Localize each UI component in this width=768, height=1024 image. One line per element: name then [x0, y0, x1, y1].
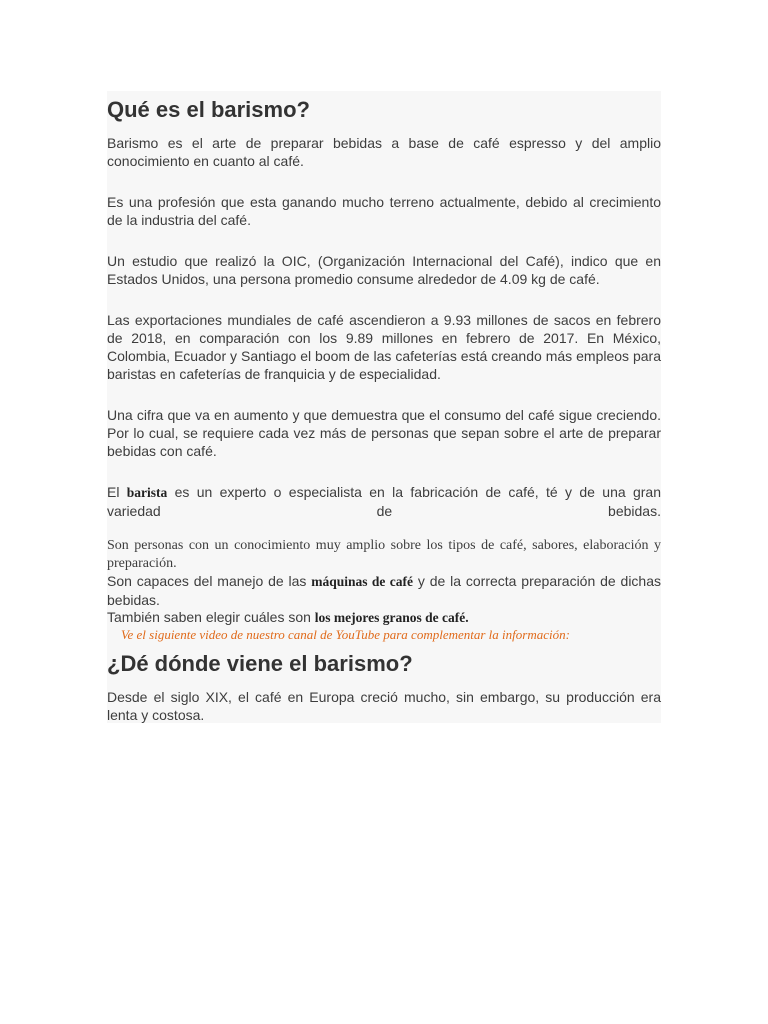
paragraph-history: Desde el siglo XIX, el café en Europa creció mucho, sin embargo, su producción era lenta y costosa.	[107, 689, 661, 723]
barista-term: barista	[126, 485, 168, 500]
paragraph-machines	[107, 572, 661, 609]
paragraph-beans-pre: También saben elegir cuáles son	[107, 609, 315, 625]
paragraph-machines-pre: Son capaces del manejo de las	[107, 573, 312, 589]
paragraph-growth: Una cifra que va en aumento y que demuestra que el consumo del café sigue creciendo. Por lo cual, se requiere cada vez más de personas que sepan sobre el arte de preparar bebidas con café.	[107, 407, 661, 459]
paragraph-definition: Barismo es el arte de preparar bebidas a base de café espresso y del amplio conocimiento en cuanto al café.	[107, 135, 661, 169]
paragraph-machines-post: y de la correcta preparación de dichas bebidas.	[107, 573, 662, 608]
article-content	[107, 91, 661, 723]
section-heading-origen: ¿Dé dónde viene el barismo?	[107, 651, 413, 676]
section-heading-que-es: Qué es el barismo?	[107, 97, 310, 122]
youtube-video-note: Ve el siguiente video de nuestro canal de YouTube para complementar la información:	[121, 627, 570, 642]
paragraph-knowledge: Son personas con un conocimiento muy amplio sobre los tipos de café, sabores, elaboración y preparación.	[107, 538, 661, 571]
paragraph-beans	[107, 608, 661, 627]
machines-term: máquinas de café	[311, 574, 413, 589]
paragraph-exports: Las exportaciones mundiales de café ascendieron a 9.93 millones de sacos en febrero de 2018, en comparación con los 9.89 millones en febrero de 2017. En México, Colombia, Ecuador y Santiago el boom de las cafeterías está creando más empleos para baristas en cafeterías de franquicia y de especialidad.	[107, 312, 661, 382]
paragraph-barista-pre: El	[107, 484, 127, 500]
paragraph-profession: Es una profesión que esta ganando mucho terreno actualmente, debido al crecimiento de la industria del café.	[107, 194, 661, 228]
paragraph-barista	[107, 483, 661, 520]
paragraph-barista-post: es un experto o especialista en la fabricación de café, té y de una gran variedad de bebidas.	[107, 484, 661, 519]
paragraph-oic-study: Un estudio que realizó la OIC, (Organización Internacional del Café), indico que en Estados Unidos, una persona promedio consume alrededor de 4.09 kg de café.	[107, 253, 661, 287]
beans-term: los mejores granos de café.	[314, 610, 469, 625]
